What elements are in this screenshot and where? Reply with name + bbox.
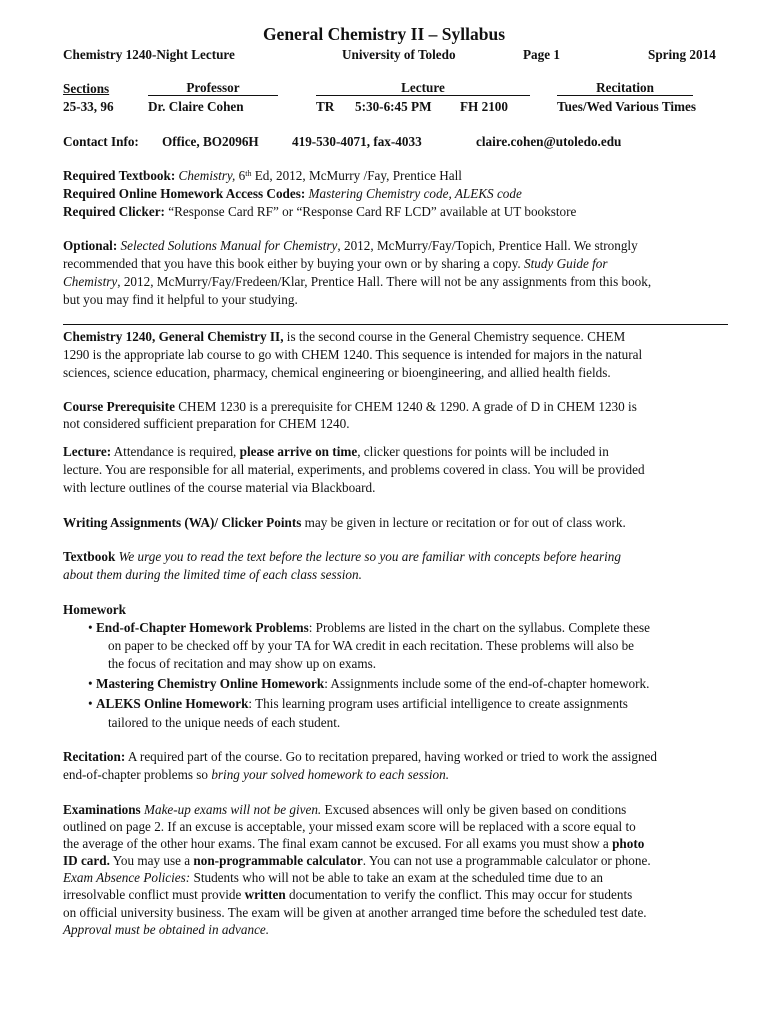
professor-heading: Professor: [148, 81, 278, 96]
bullet-icon: •: [88, 676, 93, 691]
university-name: University of Toledo: [342, 47, 456, 62]
clicker-label: Required Clicker:: [63, 204, 165, 219]
phone-number: 419-530-4071, fax-4033: [292, 134, 422, 149]
exams-line-7: on official university business. The exam will be given at another arranged time before the scheduled test date.: [63, 905, 647, 920]
clicker-value: “Response Card RF” or “Response Card RF LCD” available at UT bookstore: [168, 204, 577, 219]
bullet-icon: •: [88, 696, 93, 711]
textbook-note-line-2: about them during the limited time of each class session.: [63, 567, 362, 582]
office-location: Office, BO2096H: [162, 134, 259, 149]
exams-line-1: [63, 802, 626, 818]
optional-text: Study Guide for: [523, 256, 608, 271]
term: Spring 2014: [648, 47, 716, 62]
homework-item-1-line-3: the focus of recitation and may show up on exams.: [108, 656, 377, 671]
homework-item-1-label: End-of-Chapter Homework Problems: [96, 620, 309, 635]
exams-emphasis: ID card.: [63, 853, 110, 868]
optional-line-3: [63, 274, 651, 290]
homework-item-3-text: : This learning program uses artificial intelligence to create assignments: [248, 696, 628, 711]
intro-line-1: [63, 329, 625, 345]
exams-text: Excused absences will only be given based on conditions: [321, 802, 627, 817]
homework-item-3-line-1: [96, 696, 628, 712]
exams-line-4: [63, 853, 651, 869]
homework-heading: Homework: [63, 602, 126, 617]
intro-line-3: sciences, science education, pharmacy, chemical engineering or bioengineering, and allied health fields.: [63, 365, 611, 380]
lecture-line-3: with lecture outlines of the course material via Blackboard.: [63, 480, 376, 495]
textbook-note-label: Textbook: [63, 549, 116, 564]
recitation-text: end-of-chapter problems so: [63, 767, 212, 782]
exams-line-3: [63, 836, 644, 852]
prereq-text: CHEM 1230 is a prerequisite for CHEM 1240 & 1290. A grade of D in CHEM 1230 is: [174, 399, 637, 414]
professor-value: Dr. Claire Cohen: [148, 99, 244, 114]
textbook-note-text: We urge you to read the text before the lecture so you are familiar with concepts before hearing: [115, 549, 621, 564]
optional-line-1: [63, 238, 638, 254]
lecture-label: Lecture:: [63, 444, 112, 459]
intro-line-2: 1290 is the appropriate lab course to go with CHEM 1240. This sequence is intended for majors in the natural: [63, 347, 643, 362]
sections-heading: Sections: [63, 81, 110, 96]
section-divider: [63, 324, 728, 325]
intro-course-name: Chemistry 1240, General Chemistry II,: [63, 329, 284, 344]
recitation-label: Recitation:: [63, 749, 126, 764]
textbook-title: Chemistry,: [178, 168, 236, 183]
exams-emphasis: written: [244, 887, 286, 902]
bullet-icon: •: [88, 620, 93, 635]
contact-label: Contact Info:: [63, 134, 139, 149]
optional-text: , 2012, McMurry/Fay/Fredeen/Klar, Prentice Hall. There will not be any assignments from this book,: [117, 274, 652, 289]
optional-text: Selected Solutions Manual for Chemistry: [120, 238, 338, 253]
exams-text: the average of the other hour exams. The final exam cannot be excused. For all exams you must show a: [63, 836, 613, 851]
required-online-homework: [63, 186, 522, 202]
exams-emphasis: photo: [612, 836, 645, 851]
recitation-text: A required part of the course. Go to recitation prepared, having worked or tried to work the assigned: [125, 749, 657, 764]
exams-text: irresolvable conflict must provide: [63, 887, 245, 902]
lecture-days: TR: [316, 99, 335, 114]
course-name: Chemistry 1240-Night Lecture: [63, 47, 235, 62]
prereq-line-1: [63, 399, 637, 415]
exams-line-5: [63, 870, 603, 886]
prereq-label: Course Prerequisite: [63, 399, 175, 414]
prereq-line-2: not considered sufficient preparation for CHEM 1240.: [63, 416, 350, 431]
writing-label: Writing Assignments (WA)/ Clicker Points: [63, 515, 302, 530]
online-homework-value: Mastering Chemistry code, ALEKS code: [308, 186, 522, 201]
writing-text: may be given in lecture or recitation or for out of class work.: [301, 515, 626, 530]
exams-emphasis: Make-up exams will not be given.: [140, 802, 322, 817]
homework-item-3-line-2: tailored to the unique needs of each student.: [108, 715, 341, 730]
exams-emphasis: non-programmable calculator: [193, 853, 363, 868]
exams-text: documentation to verify the conflict. This may occur for students: [285, 887, 633, 902]
required-clicker: [63, 204, 576, 220]
recitation-line-1: [63, 749, 657, 765]
homework-item-1-line-1: [96, 620, 650, 636]
textbook-edition-suffix: th: [245, 169, 252, 178]
exams-line-8: Approval must be obtained in advance.: [63, 922, 270, 937]
homework-item-2: [96, 676, 649, 692]
lecture-emphasis: please arrive on time: [239, 444, 358, 459]
textbook-details: Ed, 2012, McMurry /Fay, Prentice Hall: [251, 168, 462, 183]
exams-line-6: [63, 887, 632, 903]
homework-item-3-label: ALEKS Online Homework: [96, 696, 249, 711]
exams-line-2: outlined on page 2. If an excuse is acceptable, your missed exam score will be replaced with a score equal to: [63, 819, 636, 834]
lecture-text: Attendance is required,: [111, 444, 240, 459]
lecture-line-1: [63, 444, 609, 460]
exams-text: . You can not use a programmable calculator or phone.: [362, 853, 651, 868]
homework-item-2-text: : Assignments include some of the end-of-chapter homework.: [324, 676, 650, 691]
textbook-note-line-1: [63, 549, 621, 565]
exams-text: Students who will not be able to take an exam at the scheduled time due to an: [190, 870, 603, 885]
online-homework-label: Required Online Homework Access Codes:: [63, 186, 306, 201]
homework-item-1-line-2: on paper to be checked off by your TA for WA credit in each recitation. These problems will also be: [108, 638, 635, 653]
optional-line-4: but you may find it helpful to your studying.: [63, 292, 298, 307]
recitation-line-2: [63, 767, 449, 783]
lecture-line-2: lecture. You are responsible for all material, experiments, and problems covered in class. You will be provided: [63, 462, 645, 477]
writing-assignments: [63, 515, 626, 531]
intro-text: is the second course in the General Chemistry sequence. CHEM: [283, 329, 626, 344]
recitation-emphasis: bring your solved homework to each session.: [211, 767, 450, 782]
optional-line-2: [63, 256, 608, 272]
lecture-room: FH 2100: [460, 99, 508, 114]
lecture-text: , clicker questions for points will be included in: [357, 444, 609, 459]
recitation-heading: Recitation: [557, 81, 693, 96]
optional-label: Optional:: [63, 238, 118, 253]
exams-label: Examinations: [63, 802, 141, 817]
page-title: General Chemistry II – Syllabus: [262, 24, 506, 44]
sections-value: 25-33, 96: [63, 99, 114, 114]
homework-item-2-label: Mastering Chemistry Online Homework: [96, 676, 325, 691]
lecture-heading: Lecture: [316, 81, 530, 96]
required-textbook: [63, 168, 462, 184]
required-textbook-label: Required Textbook:: [63, 168, 176, 183]
optional-text: , 2012, McMurry/Fay/Topich, Prentice Hall. We strongly: [337, 238, 638, 253]
page-number: Page 1: [523, 47, 560, 62]
exams-text: You may use a: [109, 853, 194, 868]
email-address: claire.cohen@utoledo.edu: [476, 134, 622, 149]
optional-text: Chemistry: [63, 274, 118, 289]
recitation-value: Tues/Wed Various Times: [557, 99, 697, 114]
textbook-edition: 6: [235, 168, 246, 183]
optional-text: recommended that you have this book either by buying your own or by sharing a copy.: [63, 256, 524, 271]
lecture-time: 5:30-6:45 PM: [355, 99, 432, 114]
homework-item-1-text: : Problems are listed in the chart on the syllabus. Complete these: [308, 620, 651, 635]
exam-absence-label: Exam Absence Policies:: [63, 870, 191, 885]
